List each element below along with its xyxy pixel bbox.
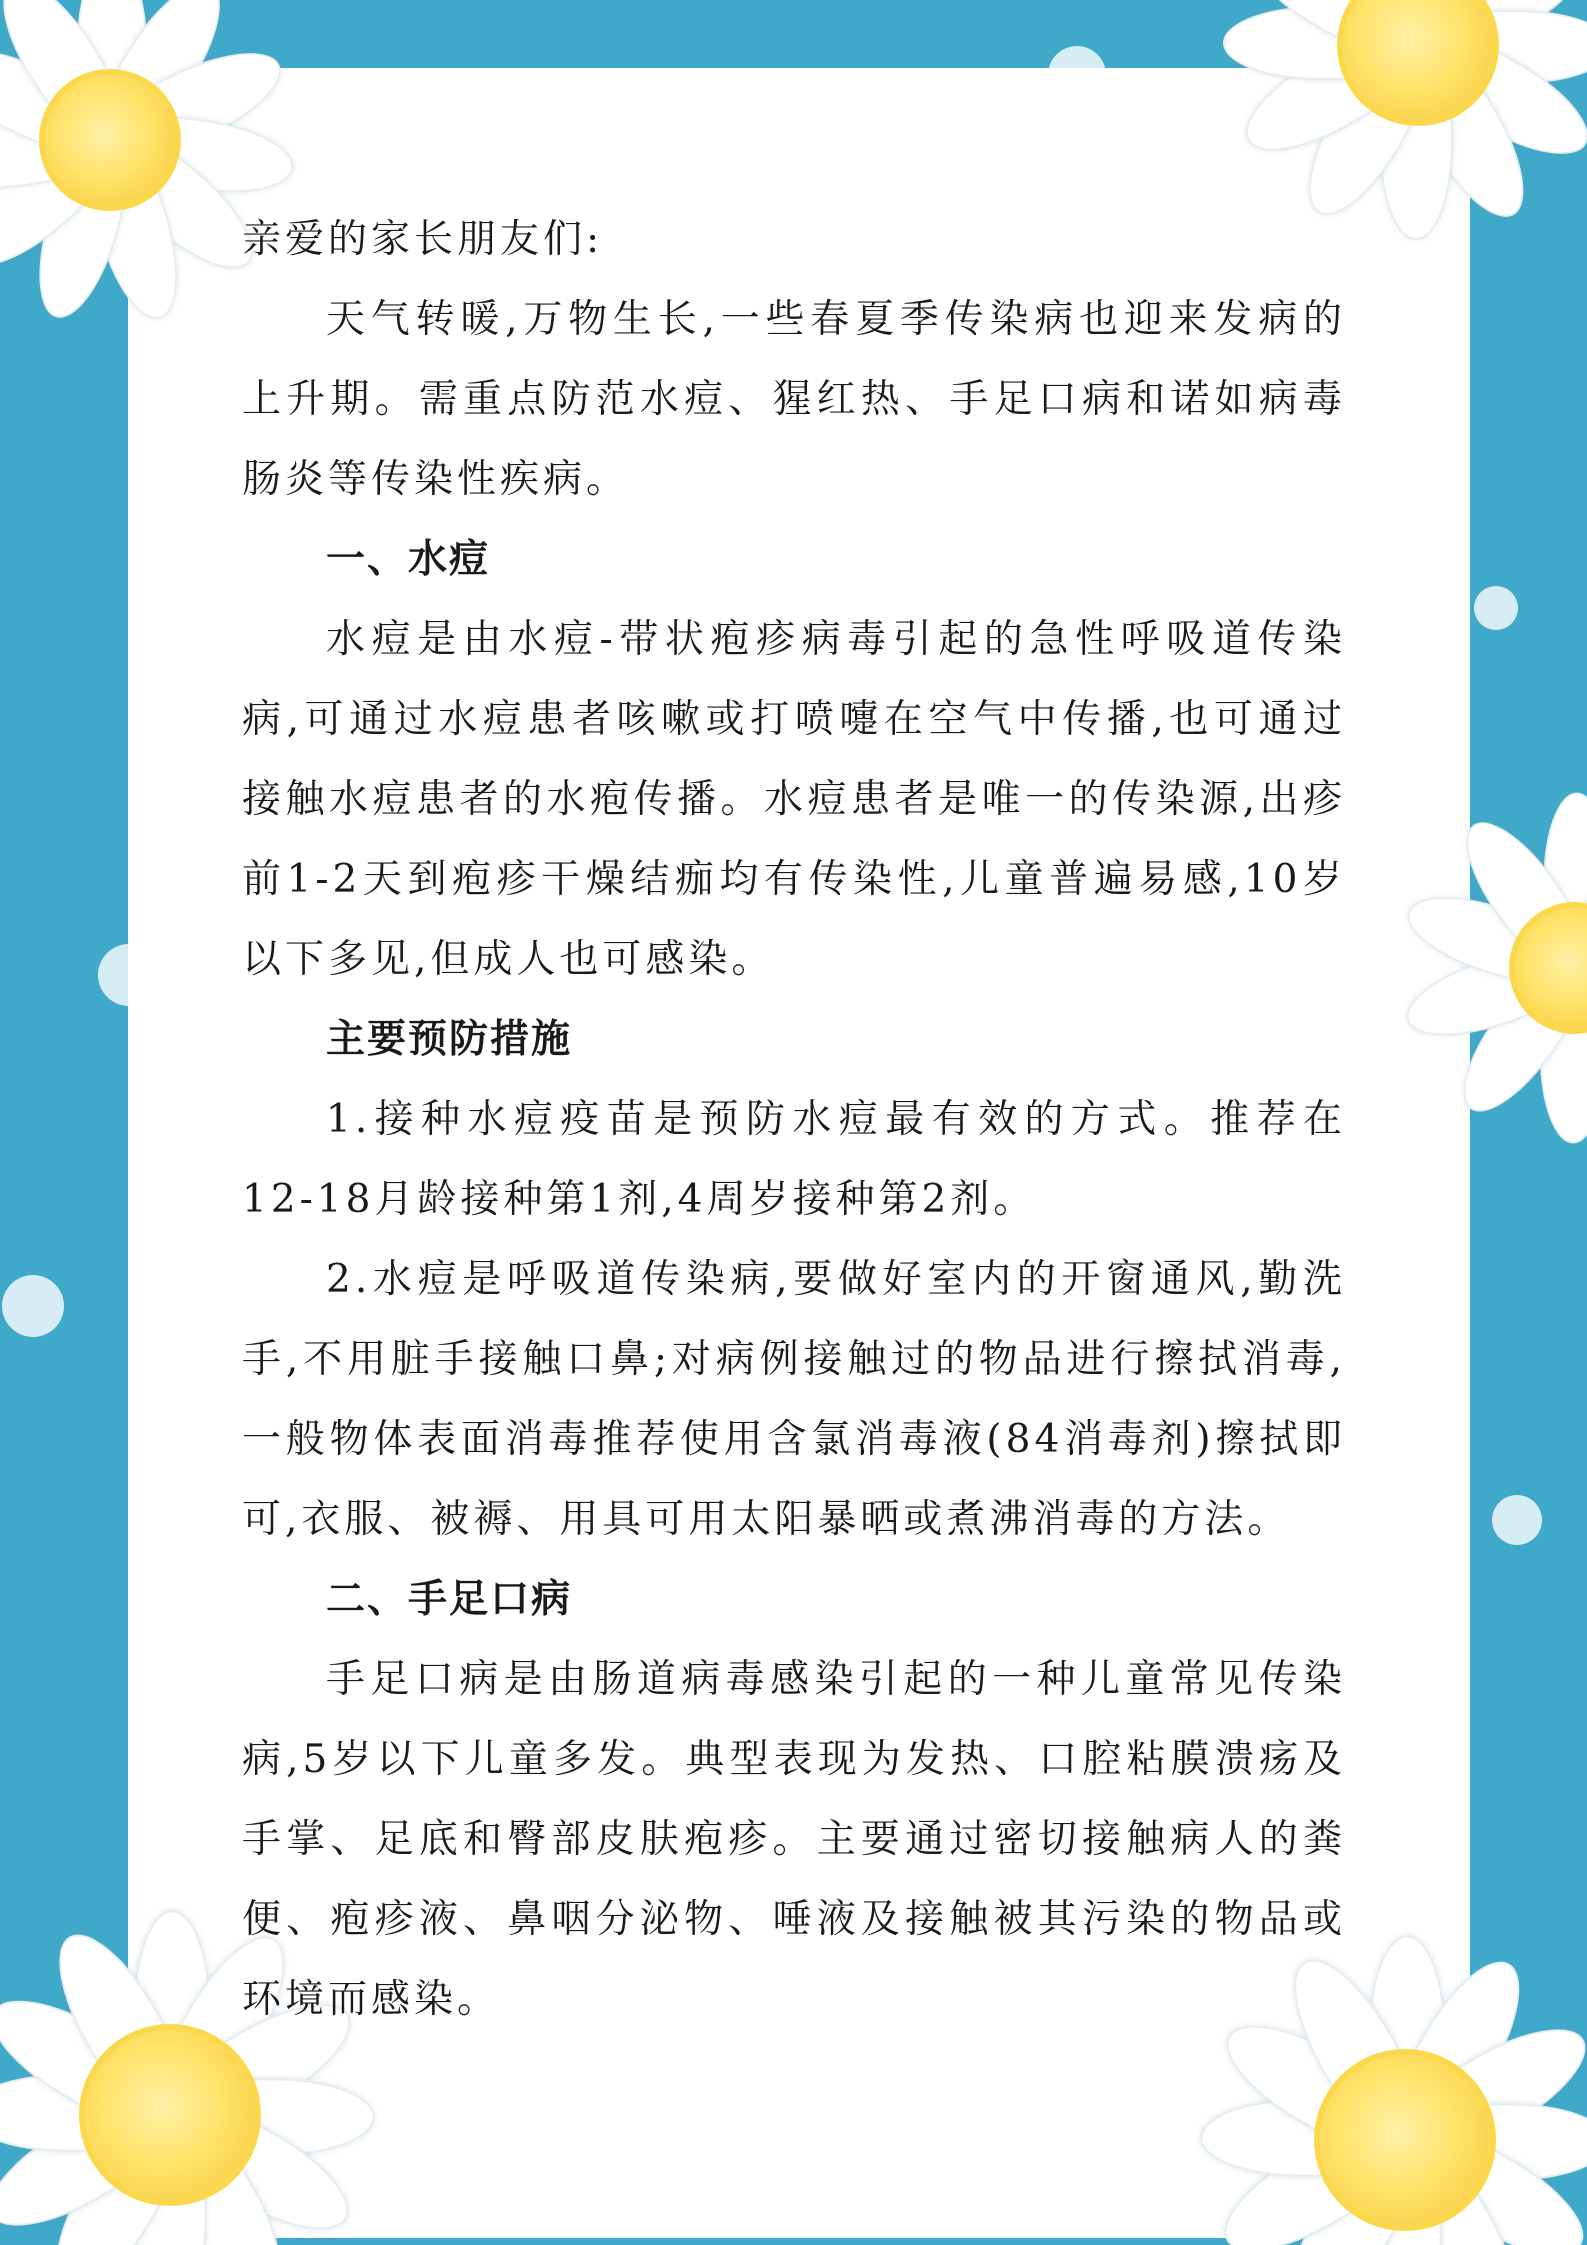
hfmd-paragraph: 手足口病是由肠道病毒感染引起的一种儿童常见传染病,5岁以下儿童多发。典型表现为发热、口腔粘膜溃疡及手掌、足底和臀部皮肤疱疹。主要通过密切接触病人的粪便、疱疹液、鼻咽分泌物、唾液及接触被其污染的物品或环境而感染。 xyxy=(242,1657,1346,2022)
measure-item: 2.水痘是呼吸道传染病,要做好室内的开窗通风,勤洗手,不用脏手接触口鼻;对病例接触过的物品进行擦拭消毒,一般物体表面消毒推荐使用含氯消毒液(84消毒剂)擦拭即可,衣服、被褥、用具可用太阳暴晒或煮沸消毒的方法。 xyxy=(242,1257,1346,1542)
section-heading-hfmd: 二、手足口病 xyxy=(326,1577,573,1622)
greeting: 亲爱的家长朋友们: xyxy=(242,217,604,262)
decor-dot xyxy=(1474,586,1518,630)
flower-center xyxy=(1320,2055,1490,2225)
flower-center xyxy=(45,75,175,205)
section-heading-chickenpox: 一、水痘 xyxy=(326,537,491,582)
decor-dot xyxy=(2,1275,64,1337)
measures-heading: 主要预防措施 xyxy=(326,1017,573,1062)
flower-center xyxy=(85,2030,255,2200)
document-content xyxy=(242,200,1346,2040)
intro-paragraph: 天气转暖,万物生长,一些春夏季传染病也迎来发病的上升期。需重点防范水痘、猩红热、手足口病和诺如病毒肠炎等传染性疾病。 xyxy=(242,297,1346,502)
chickenpox-paragraph: 水痘是由水痘-带状疱疹病毒引起的急性呼吸道传染病,可通过水痘患者咳嗽或打喷嚏在空气中传播,也可通过接触水痘患者的水疱传播。水痘患者是唯一的传染源,出疹前1-2天到疱疹干燥结痂均有传染性,儿童普遍易感,10岁以下多见,但成人也可感染。 xyxy=(242,617,1346,982)
decor-dot xyxy=(1492,1495,1542,1545)
measure-item: 1.接种水痘疫苗是预防水痘最有效的方式。推荐在12-18月龄接种第1剂,4周岁接种第2剂。 xyxy=(242,1097,1346,1222)
